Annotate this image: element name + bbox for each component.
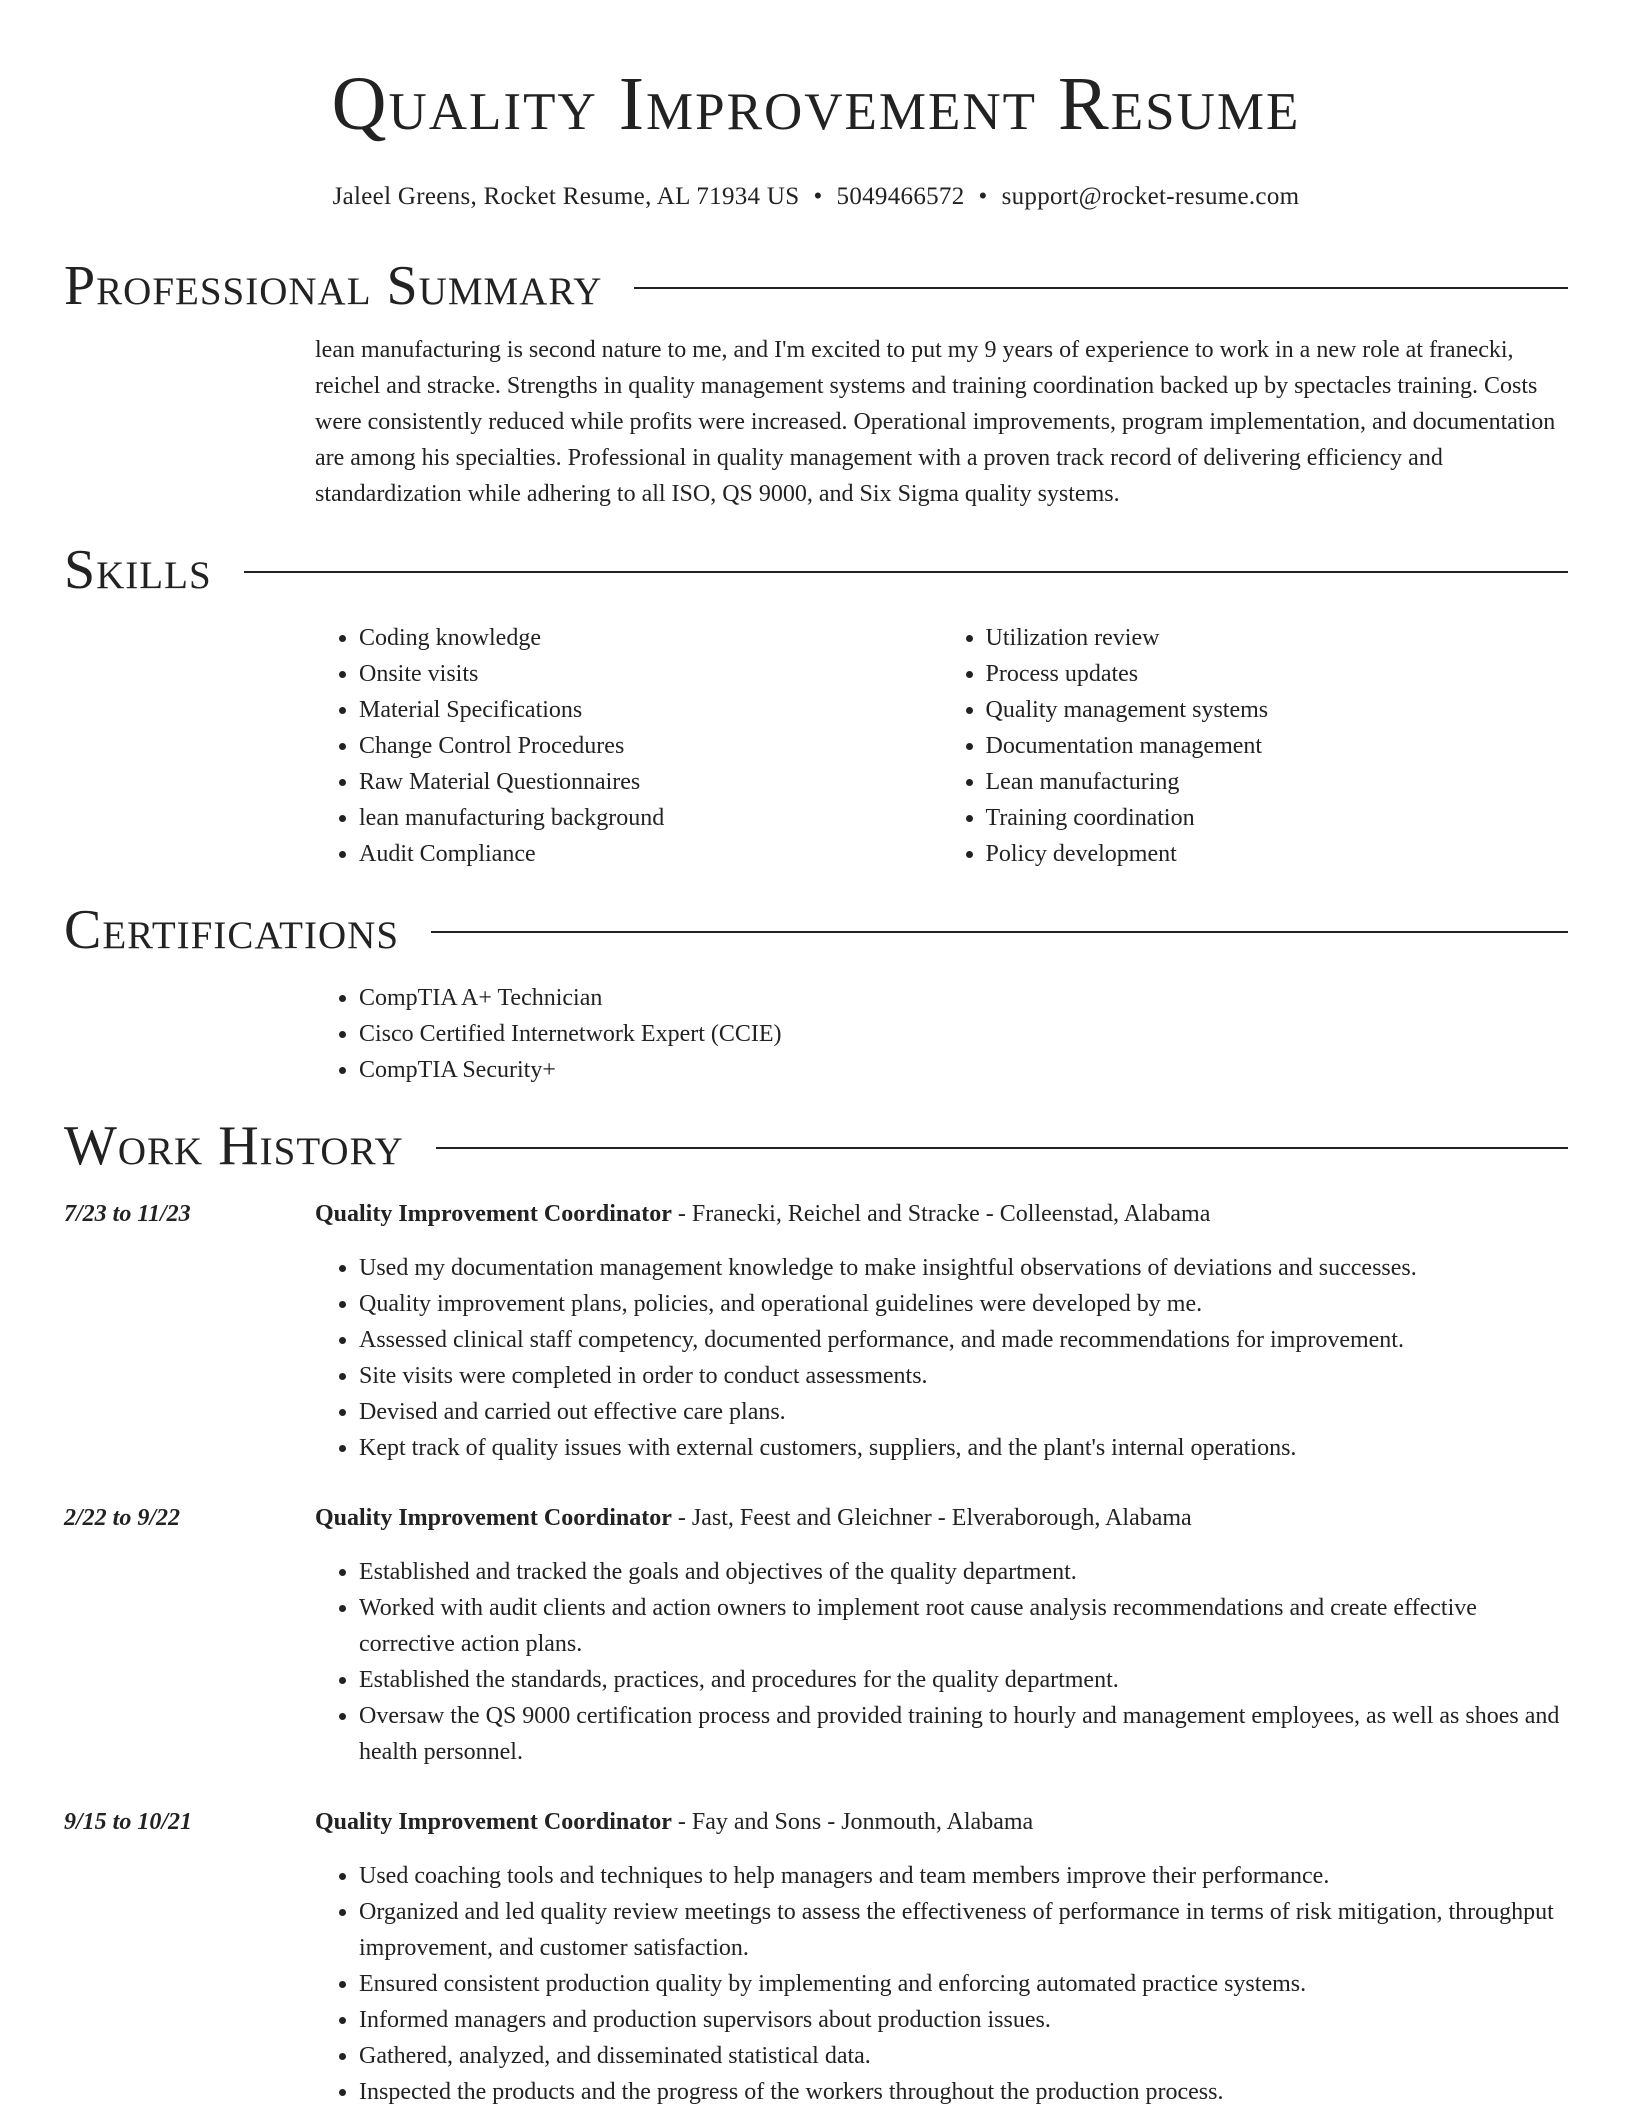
job-entry bbox=[64, 1804, 1568, 2110]
skills-column-right bbox=[942, 620, 1569, 872]
job-bullet: • Worked with audit clients and action owners to implement root cause analysis recommendations and create effective corrective action plans. bbox=[359, 1590, 1568, 1662]
job-bullet: • Informed managers and production supervisors about production issues. bbox=[359, 2002, 1568, 2038]
job-bullet: • Used coaching tools and techniques to help managers and team members improve their performance. bbox=[359, 1858, 1568, 1894]
job-dates: 7/23 to 11/23 bbox=[64, 1201, 191, 1227]
job-bullet: • Ensured consistent production quality by implementing and enforcing automated practice systems. bbox=[359, 1966, 1568, 2002]
job-bullet: • Organized and led quality review meetings to assess the effectiveness of performance in terms of risk mitigation, throughput improvement, and customer satisfaction. bbox=[359, 1894, 1568, 1966]
job-company: - Franecki, Reichel and Stracke - Colleenstad, Alabama bbox=[671, 1201, 1211, 1227]
job-bullet: • Devised and carried out effective care plans. bbox=[359, 1394, 1568, 1430]
certification-item: • CompTIA A+ Technician bbox=[359, 980, 1568, 1016]
job-role: Quality Improvement Coordinator bbox=[315, 1505, 672, 1531]
skill-item: • Onsite visits bbox=[359, 656, 942, 692]
job-bullet: • Used my documentation management knowledge to make insightful observations of deviations and successes. bbox=[359, 1250, 1568, 1286]
section-divider bbox=[431, 931, 1568, 933]
job-role: Quality Improvement Coordinator bbox=[315, 1809, 672, 1835]
skill-item: • Raw Material Questionnaires bbox=[359, 764, 942, 800]
skill-item: • Utilization review bbox=[986, 620, 1569, 656]
job-company: - Jast, Feest and Gleichner - Elveraborough, Alabama bbox=[671, 1505, 1192, 1531]
summary-text: lean manufacturing is second nature to me, and I'm excited to put my 9 years of experience to work in a new role at franecki, reichel and stracke. Strengths in quality management systems and training coordination backed up by spectacles training. Costs were consistently reduced while profits were increased. Operational improvements, program implementation, and documentation are among his specialties. Professional in quality management with a proven track record of delivering efficiency and standardization while adhering to all ISO, QS 9000, and Six Sigma quality systems. bbox=[315, 337, 1556, 507]
job-bullet: • Established the standards, practices, and procedures for the quality department. bbox=[359, 1662, 1568, 1698]
skills-list bbox=[315, 620, 1568, 872]
certifications-section-header bbox=[64, 898, 1568, 962]
skill-item: • Change Control Procedures bbox=[359, 728, 942, 764]
skill-item: • Coding knowledge bbox=[359, 620, 942, 656]
resume-title: Quality Improvement Resume bbox=[331, 62, 1301, 146]
contact-line bbox=[64, 182, 1568, 212]
job-dates: 2/22 to 9/22 bbox=[64, 1505, 181, 1531]
skill-item: • Process updates bbox=[986, 656, 1569, 692]
skill-item: • Material Specifications bbox=[359, 692, 942, 728]
job-bullets bbox=[315, 1250, 1568, 1466]
certification-item: • CompTIA Security+ bbox=[359, 1052, 1568, 1088]
job-entry bbox=[64, 1500, 1568, 1770]
certifications-items bbox=[315, 980, 1568, 1088]
work-heading: Work History bbox=[64, 1115, 404, 1177]
job-heading bbox=[315, 1500, 1568, 1536]
work-section-header bbox=[64, 1114, 1568, 1178]
job-entry bbox=[64, 1196, 1568, 1466]
skill-item: • Documentation management bbox=[986, 728, 1569, 764]
certifications-list bbox=[315, 980, 1568, 1088]
job-bullet: • Kept track of quality issues with external customers, suppliers, and the plant's internal operations. bbox=[359, 1430, 1568, 1466]
job-bullet: • Quality improvement plans, policies, and operational guidelines were developed by me. bbox=[359, 1286, 1568, 1322]
section-divider bbox=[634, 287, 1568, 289]
job-bullet: • Established and tracked the goals and objectives of the quality department. bbox=[359, 1554, 1568, 1590]
job-bullets bbox=[315, 1858, 1568, 2110]
skill-item: • Lean manufacturing bbox=[986, 764, 1569, 800]
job-bullet: • Site visits were completed in order to conduct assessments. bbox=[359, 1358, 1568, 1394]
contact-email: support@rocket-resume.com bbox=[1001, 183, 1300, 210]
job-details bbox=[315, 1804, 1568, 2110]
job-heading bbox=[315, 1196, 1568, 1232]
certifications-heading: Certifications bbox=[64, 899, 400, 961]
skill-item: • Audit Compliance bbox=[359, 836, 942, 872]
job-company: - Fay and Sons - Jonmouth, Alabama bbox=[671, 1809, 1034, 1835]
job-dates: 9/15 to 10/21 bbox=[64, 1809, 193, 1835]
summary-section-header bbox=[64, 254, 1568, 318]
job-details bbox=[315, 1196, 1568, 1466]
skill-item: • Policy development bbox=[986, 836, 1569, 872]
contact-phone: 5049466572 bbox=[836, 183, 965, 210]
skill-item: • Training coordination bbox=[986, 800, 1569, 836]
work-history-list bbox=[64, 1196, 1568, 2110]
section-divider bbox=[244, 571, 1568, 573]
skills-section-header bbox=[64, 538, 1568, 602]
skill-item: • Quality management systems bbox=[986, 692, 1569, 728]
job-role: Quality Improvement Coordinator bbox=[315, 1201, 672, 1227]
job-details bbox=[315, 1500, 1568, 1770]
skills-column-left bbox=[315, 620, 942, 872]
summary-heading: Professional Summary bbox=[64, 255, 603, 317]
contact-separator: • bbox=[813, 183, 823, 210]
job-bullet: • Oversaw the QS 9000 certification process and provided training to hourly and management employees, as well as shoes and health personnel. bbox=[359, 1698, 1568, 1770]
contact-address: Jaleel Greens, Rocket Resume, AL 71934 US bbox=[332, 183, 800, 210]
job-heading bbox=[315, 1804, 1568, 1840]
skill-item: • lean manufacturing background bbox=[359, 800, 942, 836]
skills-heading: Skills bbox=[64, 539, 212, 601]
job-bullets bbox=[315, 1554, 1568, 1770]
certification-item: • Cisco Certified Internetwork Expert (CCIE) bbox=[359, 1016, 1568, 1052]
job-bullet: • Gathered, analyzed, and disseminated statistical data. bbox=[359, 2038, 1568, 2074]
contact-separator: • bbox=[978, 183, 988, 210]
job-bullet: • Inspected the products and the progress of the workers throughout the production process. bbox=[359, 2074, 1568, 2110]
job-bullet: • Assessed clinical staff competency, documented performance, and made recommendations for improvement. bbox=[359, 1322, 1568, 1358]
section-divider bbox=[436, 1147, 1568, 1149]
